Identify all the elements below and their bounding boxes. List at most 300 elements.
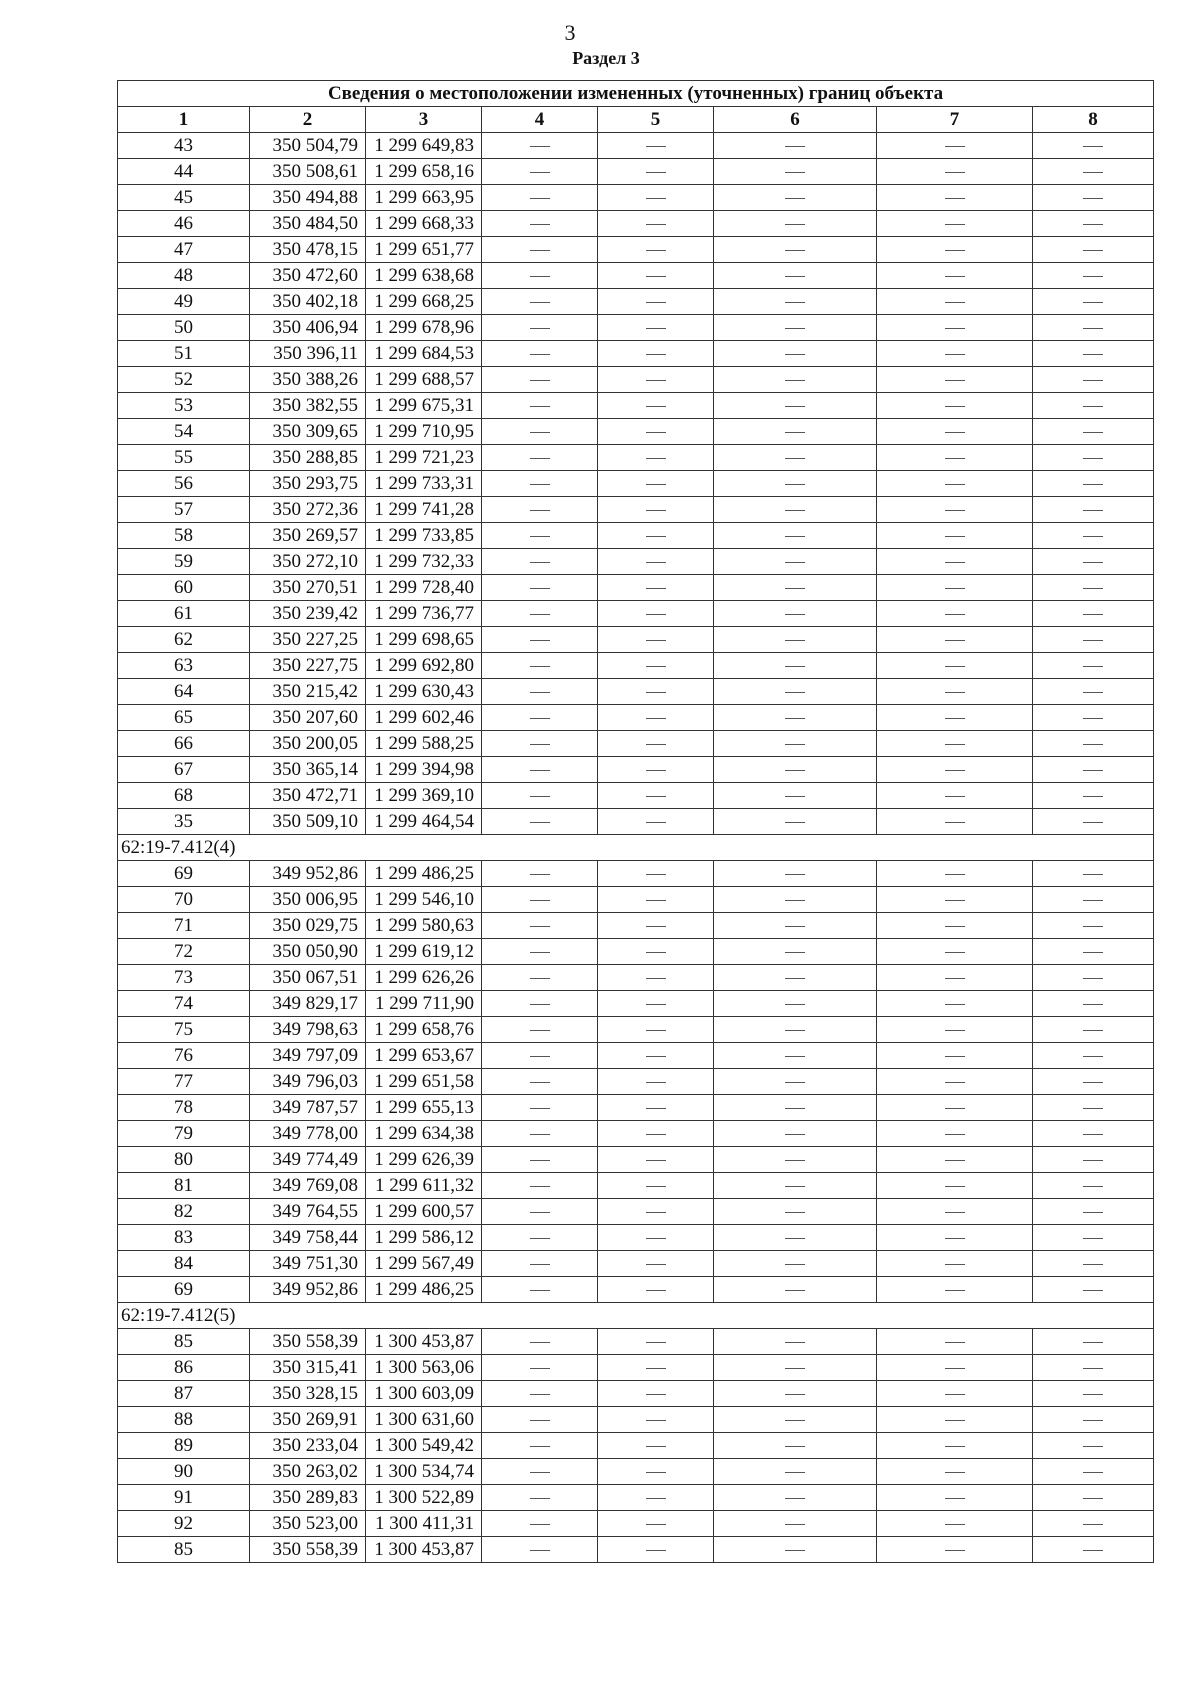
empty-cell	[598, 1277, 714, 1303]
dash-mark	[945, 692, 965, 693]
dash-mark	[785, 1186, 805, 1187]
dash-mark	[1083, 666, 1103, 667]
y-coordinate-cell: 1 299 626,39	[366, 1147, 482, 1173]
dash-mark	[646, 666, 666, 667]
dash-mark	[646, 1290, 666, 1291]
dash-mark	[785, 1550, 805, 1551]
empty-cell	[877, 1225, 1033, 1251]
point-number-cell: 92	[118, 1511, 250, 1537]
y-coordinate-cell: 1 299 668,25	[366, 289, 482, 315]
table-row	[118, 263, 1154, 289]
table-row	[118, 419, 1154, 445]
empty-cell	[1033, 523, 1154, 549]
empty-cell	[1033, 1459, 1154, 1485]
dash-mark	[785, 432, 805, 433]
dash-mark	[646, 900, 666, 901]
table-row	[118, 965, 1154, 991]
empty-cell	[598, 1459, 714, 1485]
dash-mark	[646, 1342, 666, 1343]
empty-cell	[598, 913, 714, 939]
dash-mark	[1083, 978, 1103, 979]
table-row	[118, 653, 1154, 679]
point-number-cell: 75	[118, 1017, 250, 1043]
dash-mark	[785, 1056, 805, 1057]
dash-mark	[785, 1472, 805, 1473]
empty-cell	[1033, 263, 1154, 289]
dash-mark	[785, 978, 805, 979]
empty-cell	[598, 653, 714, 679]
empty-cell	[714, 419, 877, 445]
x-coordinate-cell: 350 494,88	[250, 185, 366, 211]
dash-mark	[945, 718, 965, 719]
empty-cell	[714, 783, 877, 809]
dash-mark	[945, 1186, 965, 1187]
y-coordinate-cell: 1 300 631,60	[366, 1407, 482, 1433]
dash-mark	[530, 224, 550, 225]
empty-cell	[714, 1485, 877, 1511]
dash-mark	[646, 146, 666, 147]
column-header-row	[118, 107, 1154, 133]
table-row	[118, 1251, 1154, 1277]
point-number-cell: 44	[118, 159, 250, 185]
empty-cell	[877, 1277, 1033, 1303]
y-coordinate-cell: 1 300 534,74	[366, 1459, 482, 1485]
table-row	[118, 1329, 1154, 1355]
dash-mark	[1083, 822, 1103, 823]
empty-cell	[877, 1485, 1033, 1511]
dash-mark	[945, 484, 965, 485]
empty-cell	[714, 1017, 877, 1043]
dash-mark	[1083, 1394, 1103, 1395]
dash-mark	[785, 406, 805, 407]
dash-mark	[530, 172, 550, 173]
point-number-cell: 49	[118, 289, 250, 315]
dash-mark	[1083, 1108, 1103, 1109]
table-row	[118, 1069, 1154, 1095]
dash-mark	[1083, 1446, 1103, 1447]
empty-cell	[877, 679, 1033, 705]
dash-mark	[1083, 432, 1103, 433]
empty-cell	[1033, 1069, 1154, 1095]
empty-cell	[714, 939, 877, 965]
empty-cell	[482, 419, 598, 445]
dash-mark	[646, 874, 666, 875]
y-coordinate-cell: 1 299 369,10	[366, 783, 482, 809]
empty-cell	[1033, 1017, 1154, 1043]
y-coordinate-cell: 1 300 549,42	[366, 1433, 482, 1459]
dash-mark	[945, 1238, 965, 1239]
empty-cell	[598, 549, 714, 575]
table-row	[118, 1173, 1154, 1199]
column-header: 8	[1033, 107, 1154, 133]
dash-mark	[1083, 926, 1103, 927]
empty-cell	[877, 601, 1033, 627]
point-number-cell: 83	[118, 1225, 250, 1251]
table-row	[118, 731, 1154, 757]
dash-mark	[646, 952, 666, 953]
empty-cell	[482, 341, 598, 367]
dash-mark	[646, 1550, 666, 1551]
dash-mark	[945, 1160, 965, 1161]
x-coordinate-cell: 349 797,09	[250, 1043, 366, 1069]
dash-mark	[646, 640, 666, 641]
point-number-cell: 54	[118, 419, 250, 445]
empty-cell	[714, 731, 877, 757]
dash-mark	[530, 146, 550, 147]
empty-cell	[1033, 601, 1154, 627]
empty-cell	[877, 861, 1033, 887]
empty-cell	[598, 705, 714, 731]
empty-cell	[714, 575, 877, 601]
table-row	[118, 1537, 1154, 1563]
table-row	[118, 523, 1154, 549]
dash-mark	[646, 1186, 666, 1187]
empty-cell	[877, 237, 1033, 263]
x-coordinate-cell: 350 472,71	[250, 783, 366, 809]
dash-mark	[646, 1134, 666, 1135]
empty-cell	[877, 1069, 1033, 1095]
empty-cell	[482, 1277, 598, 1303]
dash-mark	[785, 640, 805, 641]
x-coordinate-cell: 350 050,90	[250, 939, 366, 965]
dash-mark	[785, 874, 805, 875]
boundary-coordinates-table	[117, 80, 1154, 1563]
empty-cell	[1033, 133, 1154, 159]
dash-mark	[1083, 536, 1103, 537]
table-row	[118, 887, 1154, 913]
dash-mark	[646, 198, 666, 199]
empty-cell	[598, 445, 714, 471]
group-label-row	[118, 835, 1154, 861]
table-row	[118, 991, 1154, 1017]
empty-cell	[598, 341, 714, 367]
x-coordinate-cell: 350 215,42	[250, 679, 366, 705]
dash-mark	[1083, 1004, 1103, 1005]
x-coordinate-cell: 350 328,15	[250, 1381, 366, 1407]
point-number-cell: 46	[118, 211, 250, 237]
dash-mark	[530, 276, 550, 277]
dash-mark	[530, 640, 550, 641]
empty-cell	[877, 913, 1033, 939]
empty-cell	[877, 185, 1033, 211]
dash-mark	[945, 952, 965, 953]
empty-cell	[482, 1043, 598, 1069]
dash-mark	[530, 952, 550, 953]
empty-cell	[598, 211, 714, 237]
empty-cell	[598, 1251, 714, 1277]
empty-cell	[877, 263, 1033, 289]
point-number-cell: 87	[118, 1381, 250, 1407]
point-number-cell: 82	[118, 1199, 250, 1225]
empty-cell	[482, 367, 598, 393]
dash-mark	[945, 900, 965, 901]
dash-mark	[646, 1420, 666, 1421]
empty-cell	[598, 965, 714, 991]
dash-mark	[945, 536, 965, 537]
table-row	[118, 1355, 1154, 1381]
dash-mark	[945, 1004, 965, 1005]
x-coordinate-cell: 350 388,26	[250, 367, 366, 393]
dash-mark	[1083, 796, 1103, 797]
dash-mark	[530, 354, 550, 355]
empty-cell	[714, 1459, 877, 1485]
dash-mark	[646, 354, 666, 355]
empty-cell	[877, 549, 1033, 575]
empty-cell	[877, 887, 1033, 913]
empty-cell	[482, 393, 598, 419]
empty-cell	[482, 679, 598, 705]
empty-cell	[877, 1355, 1033, 1381]
empty-cell	[1033, 705, 1154, 731]
y-coordinate-cell: 1 299 678,96	[366, 315, 482, 341]
table-row	[118, 185, 1154, 211]
dash-mark	[785, 510, 805, 511]
empty-cell	[877, 393, 1033, 419]
dash-mark	[646, 250, 666, 251]
empty-cell	[482, 549, 598, 575]
y-coordinate-cell: 1 299 675,31	[366, 393, 482, 419]
empty-cell	[877, 1173, 1033, 1199]
empty-cell	[482, 1381, 598, 1407]
dash-mark	[530, 822, 550, 823]
empty-cell	[877, 1459, 1033, 1485]
dash-mark	[785, 146, 805, 147]
empty-cell	[1033, 315, 1154, 341]
empty-cell	[877, 1095, 1033, 1121]
empty-cell	[877, 1407, 1033, 1433]
dash-mark	[646, 692, 666, 693]
empty-cell	[877, 1511, 1033, 1537]
table-row	[118, 367, 1154, 393]
table-row	[118, 237, 1154, 263]
dash-mark	[785, 718, 805, 719]
empty-cell	[598, 1511, 714, 1537]
dash-mark	[646, 1238, 666, 1239]
dash-mark	[530, 302, 550, 303]
dash-mark	[1083, 328, 1103, 329]
dash-mark	[1083, 1056, 1103, 1057]
dash-mark	[945, 510, 965, 511]
dash-mark	[530, 770, 550, 771]
dash-mark	[945, 744, 965, 745]
y-coordinate-cell: 1 300 453,87	[366, 1329, 482, 1355]
dash-mark	[945, 926, 965, 927]
empty-cell	[714, 861, 877, 887]
empty-cell	[714, 1043, 877, 1069]
y-coordinate-cell: 1 299 567,49	[366, 1251, 482, 1277]
dash-mark	[530, 718, 550, 719]
empty-cell	[598, 159, 714, 185]
empty-cell	[1033, 653, 1154, 679]
x-coordinate-cell: 350 406,94	[250, 315, 366, 341]
dash-mark	[785, 926, 805, 927]
table-row	[118, 757, 1154, 783]
table-row	[118, 393, 1154, 419]
empty-cell	[482, 1485, 598, 1511]
dash-mark	[530, 328, 550, 329]
empty-cell	[877, 1537, 1033, 1563]
dash-mark	[530, 1368, 550, 1369]
y-coordinate-cell: 1 299 688,57	[366, 367, 482, 393]
point-number-cell: 74	[118, 991, 250, 1017]
empty-cell	[1033, 1485, 1154, 1511]
table-row	[118, 783, 1154, 809]
y-coordinate-cell: 1 299 619,12	[366, 939, 482, 965]
point-number-cell: 88	[118, 1407, 250, 1433]
table-row	[118, 1485, 1154, 1511]
dash-mark	[945, 1420, 965, 1421]
y-coordinate-cell: 1 299 741,28	[366, 497, 482, 523]
point-number-cell: 90	[118, 1459, 250, 1485]
dash-mark	[530, 198, 550, 199]
x-coordinate-cell: 349 952,86	[250, 861, 366, 887]
empty-cell	[482, 471, 598, 497]
empty-cell	[714, 523, 877, 549]
table-row	[118, 471, 1154, 497]
x-coordinate-cell: 349 829,17	[250, 991, 366, 1017]
table-row	[118, 133, 1154, 159]
dash-mark	[945, 770, 965, 771]
y-coordinate-cell: 1 299 602,46	[366, 705, 482, 731]
x-coordinate-cell: 349 778,00	[250, 1121, 366, 1147]
x-coordinate-cell: 350 270,51	[250, 575, 366, 601]
point-number-cell: 51	[118, 341, 250, 367]
dash-mark	[530, 1472, 550, 1473]
dash-mark	[530, 562, 550, 563]
table-row	[118, 913, 1154, 939]
empty-cell	[1033, 393, 1154, 419]
dash-mark	[1083, 718, 1103, 719]
empty-cell	[482, 653, 598, 679]
empty-cell	[482, 211, 598, 237]
dash-mark	[945, 1472, 965, 1473]
x-coordinate-cell: 350 006,95	[250, 887, 366, 913]
point-number-cell: 80	[118, 1147, 250, 1173]
empty-cell	[714, 913, 877, 939]
empty-cell	[598, 1147, 714, 1173]
dash-mark	[1083, 406, 1103, 407]
empty-cell	[598, 1225, 714, 1251]
empty-cell	[598, 1121, 714, 1147]
empty-cell	[482, 1017, 598, 1043]
empty-cell	[598, 185, 714, 211]
empty-cell	[482, 237, 598, 263]
table-row	[118, 939, 1154, 965]
dash-mark	[646, 1056, 666, 1057]
y-coordinate-cell: 1 299 736,77	[366, 601, 482, 627]
dash-mark	[646, 1030, 666, 1031]
empty-cell	[482, 1537, 598, 1563]
point-number-cell: 52	[118, 367, 250, 393]
point-number-cell: 47	[118, 237, 250, 263]
empty-cell	[877, 731, 1033, 757]
dash-mark	[646, 1368, 666, 1369]
empty-cell	[598, 601, 714, 627]
empty-cell	[714, 445, 877, 471]
empty-cell	[1033, 185, 1154, 211]
point-number-cell: 63	[118, 653, 250, 679]
y-coordinate-cell: 1 299 711,90	[366, 991, 482, 1017]
empty-cell	[598, 497, 714, 523]
empty-cell	[482, 497, 598, 523]
empty-cell	[1033, 497, 1154, 523]
x-coordinate-cell: 350 067,51	[250, 965, 366, 991]
empty-cell	[598, 523, 714, 549]
dash-mark	[785, 770, 805, 771]
x-coordinate-cell: 350 207,60	[250, 705, 366, 731]
empty-cell	[1033, 1329, 1154, 1355]
dash-mark	[945, 224, 965, 225]
empty-cell	[1033, 757, 1154, 783]
empty-cell	[714, 1173, 877, 1199]
dash-mark	[945, 1446, 965, 1447]
dash-mark	[945, 198, 965, 199]
dash-mark	[785, 744, 805, 745]
dash-mark	[530, 406, 550, 407]
y-coordinate-cell: 1 299 638,68	[366, 263, 482, 289]
column-header: 4	[482, 107, 598, 133]
empty-cell	[598, 393, 714, 419]
point-number-cell: 77	[118, 1069, 250, 1095]
dash-mark	[646, 718, 666, 719]
dash-mark	[785, 796, 805, 797]
empty-cell	[1033, 341, 1154, 367]
dash-mark	[1083, 952, 1103, 953]
dash-mark	[785, 614, 805, 615]
x-coordinate-cell: 350 269,57	[250, 523, 366, 549]
y-coordinate-cell: 1 299 588,25	[366, 731, 482, 757]
empty-cell	[598, 1407, 714, 1433]
dash-mark	[1083, 614, 1103, 615]
table-row	[118, 1121, 1154, 1147]
dash-mark	[945, 380, 965, 381]
y-coordinate-cell: 1 300 411,31	[366, 1511, 482, 1537]
table-row	[118, 1017, 1154, 1043]
empty-cell	[714, 809, 877, 835]
dash-mark	[646, 1524, 666, 1525]
dash-mark	[1083, 1160, 1103, 1161]
dash-mark	[1083, 744, 1103, 745]
empty-cell	[482, 965, 598, 991]
empty-cell	[1033, 913, 1154, 939]
empty-cell	[877, 211, 1033, 237]
y-coordinate-cell: 1 299 611,32	[366, 1173, 482, 1199]
empty-cell	[482, 263, 598, 289]
dash-mark	[785, 1342, 805, 1343]
empty-cell	[877, 315, 1033, 341]
table-row	[118, 861, 1154, 887]
x-coordinate-cell: 349 764,55	[250, 1199, 366, 1225]
empty-cell	[482, 1173, 598, 1199]
empty-cell	[1033, 211, 1154, 237]
y-coordinate-cell: 1 299 692,80	[366, 653, 482, 679]
empty-cell	[877, 1433, 1033, 1459]
y-coordinate-cell: 1 300 603,09	[366, 1381, 482, 1407]
dash-mark	[1083, 354, 1103, 355]
empty-cell	[1033, 1407, 1154, 1433]
dash-mark	[1083, 1498, 1103, 1499]
empty-cell	[877, 1017, 1033, 1043]
x-coordinate-cell: 350 309,65	[250, 419, 366, 445]
point-number-cell: 85	[118, 1329, 250, 1355]
dash-mark	[1083, 198, 1103, 199]
empty-cell	[598, 237, 714, 263]
empty-cell	[1033, 627, 1154, 653]
point-number-cell: 62	[118, 627, 250, 653]
x-coordinate-cell: 350 478,15	[250, 237, 366, 263]
dash-mark	[646, 1212, 666, 1213]
point-number-cell: 65	[118, 705, 250, 731]
